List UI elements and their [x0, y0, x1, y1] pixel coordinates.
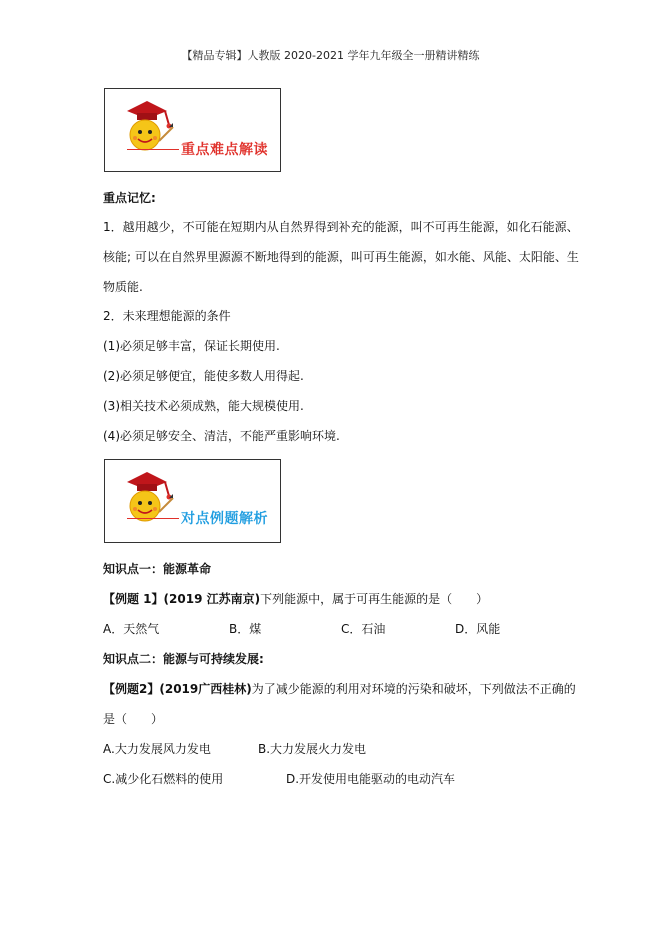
kp2-example: [103, 680, 576, 697]
kp2-heading: 知识点二：能源与可持续发展:: [103, 652, 264, 666]
kp2-question-continuation: 是（ ）: [103, 712, 164, 726]
example-label: 【例题 1】: [103, 592, 164, 606]
example-source: (2019广西桂林): [159, 682, 252, 696]
example-source: (2019 江苏南京): [163, 592, 261, 606]
condition-item: (3)相关技术必须成熟，能大规模使用.: [103, 399, 304, 413]
banner-key-points: [104, 88, 281, 172]
page-header: 【精品专辑】人教版 2020-2021 学年九年级全一册精讲精练: [181, 49, 480, 62]
option-b: B．煤: [229, 622, 262, 636]
banner-underline: [127, 149, 179, 150]
condition-item: (1)必须足够丰富，保证长期使用.: [103, 339, 280, 353]
kp1-example: [103, 590, 488, 607]
memory-heading: 重点记忆:: [103, 191, 156, 205]
memory-paragraph-1-line-3: 物质能.: [103, 280, 143, 294]
banner-examples: [104, 459, 281, 543]
banner-underline: [127, 518, 179, 519]
option-c: C．石油: [341, 622, 386, 636]
banner-title: 重点难点解读: [181, 142, 268, 158]
banner-title: 对点例题解析: [181, 511, 268, 527]
option-c: C.减少化石燃料的使用: [103, 772, 224, 786]
example-label: 【例题2】: [103, 682, 160, 696]
memory-paragraph-1-line-1: 1．越用越少，不可能在短期内从自然界得到补充的能源，叫不可再生能源，如化石能源、: [103, 220, 579, 234]
memory-paragraph-1-line-2: 核能; 可以在自然界里源源不断地得到的能源，叫可再生能源，如水能、风能、太阳能、生: [103, 250, 579, 264]
option-d: D．风能: [455, 622, 501, 636]
graduate-smiley-icon: [119, 97, 175, 155]
option-d: D.开发使用电能驱动的电动汽车: [286, 772, 456, 786]
option-b: B.大力发展火力发电: [258, 742, 367, 756]
option-a: A．天然气: [103, 622, 160, 636]
kp1-heading: 知识点一：能源革命: [103, 562, 212, 576]
condition-item: (4)必须足够安全、清洁，不能严重影响环境.: [103, 429, 340, 443]
example-question: 下列能源中，属于可再生能源的是（ ）: [260, 592, 489, 606]
memory-paragraph-2-heading: 2．未来理想能源的条件: [103, 309, 231, 323]
condition-item: (2)必须足够便宜，能使多数人用得起.: [103, 369, 304, 383]
example-question: 为了减少能源的利用对环境的污染和破坏，下列做法不正确的: [251, 682, 576, 696]
option-a: A.大力发展风力发电: [103, 742, 211, 756]
